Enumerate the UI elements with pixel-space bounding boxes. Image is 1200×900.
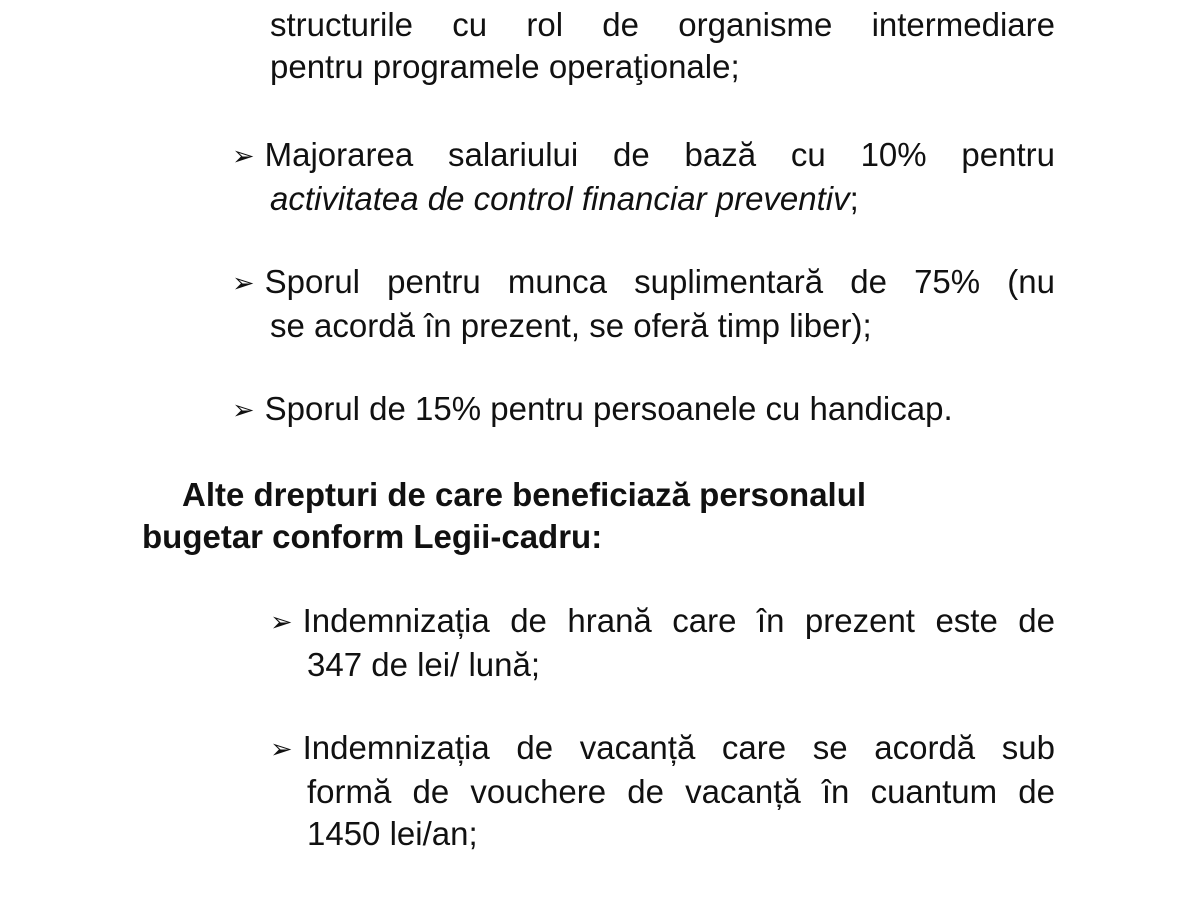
list-item-second-line <box>232 178 1055 220</box>
list-item-text: 1450 lei/an; <box>307 815 478 852</box>
list-item <box>232 388 1055 432</box>
list-item-text: Majorarea salariului de bază cu 10% pentru <box>264 136 1055 173</box>
list-item-italic-text: activitatea de control financiar preventiv <box>270 180 850 217</box>
list-item-text: se acordă în prezent, se oferă timp liber); <box>270 307 872 344</box>
list-item-suffix: ; <box>849 180 859 217</box>
heading-line: Alte drepturi de care beneficiază personalul <box>182 476 867 513</box>
heading-line: bugetar conform Legii-cadru: <box>142 518 603 555</box>
list-item-text: Indemnizația de hrană care în prezent este de <box>302 602 1055 639</box>
list-item-text: formă de vouchere de vacanță în cuantum de <box>307 773 1055 810</box>
list-item <box>232 134 1055 220</box>
section-heading <box>142 474 1042 558</box>
list-item-first-line <box>232 261 1055 305</box>
list-item <box>270 727 1055 855</box>
top-fragment <box>270 4 1055 88</box>
list-item <box>270 600 1055 686</box>
text-line: structurile cu rol de organisme intermediare <box>270 6 1055 43</box>
arrow-bullet-icon: ➢ <box>232 395 255 426</box>
arrow-bullet-icon: ➢ <box>232 268 255 299</box>
list-item <box>232 261 1055 347</box>
list-item-first-line <box>232 388 1055 432</box>
list-item-text: Sporul de 15% pentru persoanele cu handicap. <box>264 390 953 427</box>
list-item-text: Indemnizația de vacanță care se acordă sub <box>302 729 1055 766</box>
arrow-bullet-icon: ➢ <box>270 607 293 638</box>
arrow-bullet-icon: ➢ <box>270 734 293 765</box>
list-item-text: 347 de lei/ lună; <box>307 646 541 683</box>
text-line: pentru programele operaţionale; <box>270 48 740 85</box>
list-item-first-line <box>232 134 1055 178</box>
list-item-text: Sporul pentru munca suplimentară de 75% (nu <box>264 263 1055 300</box>
list-item-first-line <box>270 600 1055 644</box>
arrow-bullet-icon: ➢ <box>232 141 255 172</box>
list-item-first-line <box>270 727 1055 771</box>
